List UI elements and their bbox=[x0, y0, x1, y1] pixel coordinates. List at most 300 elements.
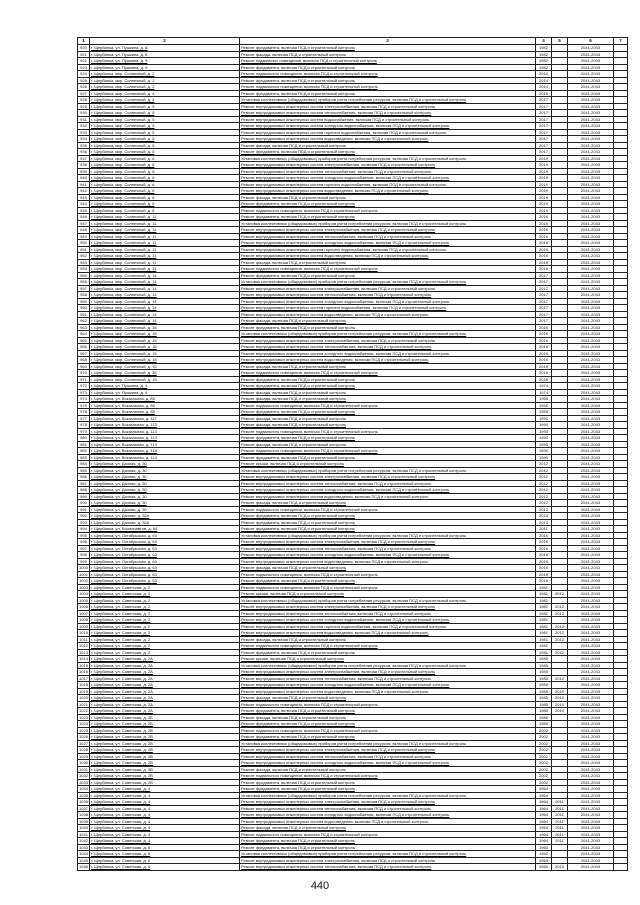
object-address-text: г. Щербинка, мкр. Солнечный, д. 14 bbox=[91, 311, 157, 317]
planned-period: 2041-2043 bbox=[568, 532, 614, 539]
work-type-text: Ремонт фундамента, включая ПСД и строительный контроль bbox=[241, 214, 355, 219]
year-last-repair: 2010 bbox=[552, 701, 568, 708]
work-type-text: Ремонт фундамента, включая ПСД и строительный контроль bbox=[241, 513, 355, 518]
work-type-text: Ремонт внутридомовых инженерных систем водоотведения, включая ПСД и строительный контроль bbox=[241, 818, 429, 824]
planned-period: 2041-2043 bbox=[568, 649, 614, 656]
planned-period: 2041-2043 bbox=[568, 415, 614, 422]
row-number: 972 bbox=[78, 383, 90, 390]
year-built: 1960 bbox=[536, 844, 552, 851]
planned-period: 2041-2043 bbox=[568, 363, 614, 370]
year-built: 1990 bbox=[536, 448, 552, 455]
object-address-text: г. Щербинка, ул. Дачная, д. 30 bbox=[91, 487, 147, 492]
work-type-text: Ремонт внутридомовых инженерных систем водоотведения, включая ПСД и строительный контроль bbox=[241, 188, 429, 193]
year-built: 1974 bbox=[536, 383, 552, 390]
work-type-text: Ремонт внутридомовых инженерных систем электроснабжения, включая ПСД и строительный контроль bbox=[241, 162, 436, 167]
object-address-text: г. Щербинка, ул. Вокзальная, д. 113 bbox=[91, 435, 157, 440]
row-number: 962 bbox=[78, 318, 90, 325]
object-address-text: г. Щербинка, ул. Советская, д. 2А bbox=[91, 701, 153, 707]
year-built: 2019 bbox=[536, 181, 552, 188]
planned-period: 2041-2043 bbox=[568, 760, 614, 767]
year-built: 2017 bbox=[536, 103, 552, 110]
year-built: 1964 bbox=[536, 799, 552, 806]
object-address-text: г. Щербинка, ул. Пушкина, д. 4 bbox=[91, 383, 148, 388]
object-address-text: г. Щербинка, мкр. Солнечный, д. 8 bbox=[91, 207, 155, 213]
row-number: 983 bbox=[78, 454, 90, 461]
object-address-text: г. Щербинка, мкр. Солнечный, д. 15 bbox=[91, 344, 157, 349]
planned-period: 2041-2043 bbox=[568, 662, 614, 669]
row-number: 922 bbox=[78, 58, 90, 65]
year-built: 2002 bbox=[536, 734, 552, 741]
object-address-text: г. Щербинка, ул. Советская, д. 2 bbox=[91, 591, 151, 596]
object-address-text: г. Щербинка, ул. Пушкина, д. 4 bbox=[91, 389, 148, 395]
year-built: 2016 bbox=[536, 357, 552, 364]
object-address-text: г. Щербинка, ул. Советская, д. 2А bbox=[91, 682, 153, 687]
work-type-text: Ремонт фасада, включая ПСД и строительный контроль bbox=[241, 389, 347, 395]
row-number: 1020 bbox=[79, 695, 88, 700]
object-address-text: г. Щербинка, мкр. Солнечный, д. 5 bbox=[91, 103, 155, 109]
year-built: 2019 bbox=[536, 194, 552, 201]
object-address-text: г. Щербинка, мкр. Солнечный, д. 14 bbox=[91, 298, 157, 304]
row-number: 926 bbox=[78, 84, 90, 91]
object-address-text: г. Щербинка, ул. Советская, д. 2В bbox=[91, 734, 153, 739]
planned-period: 2041-2043 bbox=[568, 539, 614, 546]
year-built: 2016 bbox=[536, 539, 552, 546]
year-built: 2002 bbox=[536, 747, 552, 754]
work-type-text: Ремонт внутридомовых инженерных систем холодного водоснабжения, включая ПСД и строительный контроль bbox=[241, 298, 450, 304]
work-type-text: Ремонт фасада, включая ПСД и строительный контроль bbox=[241, 422, 347, 427]
year-built: 2016 bbox=[536, 552, 552, 559]
year-built: 2016 bbox=[536, 565, 552, 572]
planned-period: 2041-2043 bbox=[568, 597, 614, 604]
object-address-text: г. Щербинка, ул. Дачная, д. 30 bbox=[91, 461, 147, 466]
work-type bbox=[240, 864, 536, 871]
year-built: 2017 bbox=[536, 142, 552, 149]
year-built: 2017 bbox=[536, 123, 552, 130]
year-built: 1982 bbox=[536, 58, 552, 65]
object-address-text: г. Щербинка, мкр. Солнечный, д. 15 bbox=[91, 337, 157, 343]
planned-period: 2041-2043 bbox=[568, 487, 614, 494]
planned-period: 2041-2043 bbox=[568, 136, 614, 143]
row-number: 974 bbox=[78, 396, 90, 403]
object-address-text: г. Щербинка, ул. Октябрьская, д. 63 bbox=[91, 578, 157, 583]
planned-period: 2041-2043 bbox=[568, 493, 614, 500]
planned-period: 2041-2043 bbox=[568, 818, 614, 825]
year-built: 2017 bbox=[536, 272, 552, 279]
year-built: 2016 bbox=[536, 233, 552, 240]
row-number: 958 bbox=[78, 292, 90, 299]
object-address-text: г. Щербинка, ул. Дачная, д. 32А bbox=[91, 513, 150, 518]
row-number: 950 bbox=[78, 240, 90, 247]
object-address-text: г. Щербинка, мкр. Солнечный, д. 5 bbox=[91, 110, 155, 115]
object-address-text: г. Щербинка, ул. Советская, д. 4 bbox=[91, 786, 151, 791]
row-number: 1031 bbox=[79, 766, 88, 772]
work-type-text: Ремонт фасада, включая ПСД и строительный контроль bbox=[241, 500, 347, 505]
row-number: 1021 bbox=[79, 701, 88, 707]
object-address-text: г. Щербинка, мкр. Солнечный, д. 11 bbox=[91, 253, 157, 258]
object-address-text: г. Щербинка, ул. Советская, д. 4 bbox=[91, 799, 151, 804]
year-built: 1990 bbox=[536, 454, 552, 461]
year-built: 2016 bbox=[536, 363, 552, 370]
row-number: 1036 bbox=[79, 799, 88, 804]
work-type-text: Ремонт внутридомовых инженерных систем теплоснабжения, включая ПСД и строительный контроль bbox=[241, 344, 432, 349]
work-type-text: Установка коллективных (общедомовых) приборов учета потребления ресурсов, включая ПСД и строительный контроль bbox=[241, 279, 467, 284]
planned-period: 2041-2043 bbox=[568, 623, 614, 630]
row-number: 1033 bbox=[79, 779, 88, 785]
object-address-text: г. Щербинка, ул. Советская, д. 2 bbox=[91, 617, 151, 622]
year-built: 2012 bbox=[536, 461, 552, 468]
object-address-text: г. Щербинка, мкр. Солнечный, д. 11 bbox=[91, 259, 157, 265]
work-type-text: Ремонт фасада, включая ПСД и строительный контроль bbox=[241, 363, 347, 369]
row-number: 954 bbox=[78, 266, 90, 273]
object-address-text: г. Щербинка, ул. Советская, д. 2В bbox=[91, 727, 153, 733]
work-type-text: Ремонт внутридомовых инженерных систем теплоснабжения, включая ПСД и строительный контроль bbox=[241, 675, 432, 681]
work-type-text: Ремонт фасада, включая ПСД и строительный контроль bbox=[241, 194, 347, 200]
object-address-text: г. Щербинка, мкр. Солнечный, д. 6 bbox=[91, 188, 155, 193]
work-type-text: Ремонт внутридомовых инженерных систем холодного водоснабжения, включая ПСД и строительный контроль bbox=[241, 682, 450, 687]
planned-period: 2041-2043 bbox=[568, 786, 614, 793]
work-type-text: Ремонт фундамента, включая ПСД и строительный контроль bbox=[241, 649, 355, 655]
planned-period: 2041-2043 bbox=[568, 422, 614, 429]
work-type-text: Установка коллективных (общедомовых) приборов учета потребления ресурсов, включая ПСД и строительный контроль bbox=[241, 467, 467, 473]
row-number: 957 bbox=[78, 285, 90, 292]
object-address-text: г. Щербинка, мкр. Солнечный, д. 11 bbox=[91, 214, 157, 219]
year-built: 2012 bbox=[536, 467, 552, 474]
year-built: 2016 bbox=[536, 259, 552, 266]
row-number: 1019 bbox=[79, 688, 88, 694]
work-type-text: Ремонт внутридомовых инженерных систем горячего водоснабжения, включая ПСД и строительный контроль bbox=[241, 129, 447, 135]
work-type-text: Ремонт фундамента, включая ПСД и строительный контроль bbox=[241, 383, 355, 388]
work-type-text: Ремонт внутридомовых инженерных систем водоотведения, включая ПСД и строительный контроль bbox=[241, 558, 429, 564]
object-address-text: г. Щербинка, мкр. Солнечный, д. 15 bbox=[91, 363, 157, 369]
row-number: 1046 bbox=[79, 864, 88, 869]
planned-period: 2041-2043 bbox=[568, 773, 614, 780]
planned-period: 2041-2043 bbox=[568, 669, 614, 676]
row-number: 1032 bbox=[79, 773, 88, 778]
work-type-text: Ремонт фундамента, включая ПСД и строительный контроль bbox=[241, 77, 355, 83]
work-type-text: Ремонт внутридомовых инженерных систем теплоснабжения, включая ПСД и строительный контроль bbox=[241, 545, 432, 551]
row-number: 963 bbox=[78, 324, 90, 331]
row-number: 942 bbox=[78, 188, 90, 195]
work-type-text: Ремонт внутридомовых инженерных систем холодного водоснабжения, включая ПСД и строительный контроль bbox=[241, 175, 450, 180]
planned-period: 2041-2043 bbox=[568, 675, 614, 682]
object-address-text: г. Щербинка, мкр. Солнечный, д. 6 bbox=[91, 162, 155, 167]
planned-period: 2041-2043 bbox=[568, 552, 614, 559]
row-number: 933 bbox=[78, 129, 90, 136]
year-built: 2019 bbox=[536, 188, 552, 195]
work-type-text: Ремонт фундамента, включая ПСД и строительный контроль bbox=[241, 779, 355, 785]
row-number: 1004 bbox=[79, 591, 88, 596]
work-type-text: Ремонт внутридомовых инженерных систем водоотведения, включая ПСД и строительный контроль bbox=[241, 311, 429, 317]
object-address-text: г. Щербинка, мкр. Солнечный, д. 15 bbox=[91, 376, 157, 382]
planned-period: 2041-2043 bbox=[568, 838, 614, 845]
page-number: 440 bbox=[310, 880, 330, 892]
object-address-text: г. Щербинка, ул. Советская, д. 2А bbox=[91, 669, 153, 674]
year-last-repair: 2012 bbox=[552, 591, 568, 598]
object-address-text: г. Щербинка, мкр. Солнечный, д. 5 bbox=[91, 123, 155, 128]
year-last-repair: 2012 bbox=[552, 636, 568, 643]
planned-period: 2041-2043 bbox=[568, 201, 614, 208]
planned-period: 2041-2043 bbox=[568, 116, 614, 123]
year-built: 1981 bbox=[536, 604, 552, 611]
object-address-text: г. Щербинка, ул. Советская, д. 2 bbox=[91, 610, 151, 616]
year-built: 2017 bbox=[536, 136, 552, 143]
year-built: 1964 bbox=[536, 792, 552, 799]
planned-period: 2041-2043 bbox=[568, 526, 614, 533]
year-built: 2002 bbox=[536, 727, 552, 734]
work-type-text: Ремонт внутридомовых инженерных систем водоотведения, включая ПСД и строительный контроль bbox=[241, 493, 429, 499]
work-type-text: Ремонт внутридомовых инженерных систем теплоснабжения, включая ПСД и строительный контроль bbox=[241, 110, 432, 115]
year-built: 1964 bbox=[536, 786, 552, 793]
row-number: 1034 bbox=[79, 786, 88, 791]
year-built: 2016 bbox=[536, 227, 552, 234]
row-number: 930 bbox=[78, 110, 90, 117]
year-built: 2016 bbox=[536, 370, 552, 377]
object-address-text: г. Щербинка, ул. Октябрьская, д. 63 bbox=[91, 539, 157, 544]
object-address-text: г. Щербинка, ул. Вокзальная, д. 85 bbox=[91, 396, 155, 401]
work-type-text: Ремонт фундамента, включая ПСД и строительный контроль bbox=[241, 786, 355, 791]
planned-period: 2041-2043 bbox=[568, 610, 614, 617]
year-built: 2016 bbox=[536, 266, 552, 273]
planned-period: 2041-2043 bbox=[568, 110, 614, 117]
row-number: 985 bbox=[78, 467, 90, 474]
year-built: 2002 bbox=[536, 740, 552, 747]
row-number: 1005 bbox=[79, 597, 88, 603]
planned-period: 2041-2043 bbox=[568, 90, 614, 97]
row-number: 970 bbox=[78, 370, 90, 377]
year-built: 1981 bbox=[536, 623, 552, 630]
row-number: 1027 bbox=[79, 740, 88, 746]
object-address-text: г. Щербинка, мкр. Солнечный, д. 11 bbox=[91, 240, 157, 245]
row-number: 946 bbox=[78, 214, 90, 221]
year-built: 1990 bbox=[536, 435, 552, 442]
row-number: 934 bbox=[78, 136, 90, 143]
planned-period: 2041-2043 bbox=[568, 831, 614, 838]
work-type-text: Ремонт внутридомовых инженерных систем холодного водоснабжения, включая ПСД и строительный контроль bbox=[241, 240, 450, 245]
work-type-text: Ремонт фасада, включая ПСД и строительный контроль bbox=[241, 766, 347, 772]
year-built: 2017 bbox=[536, 110, 552, 117]
year-built: 2016 bbox=[536, 337, 552, 344]
work-type-text: Ремонт крыши, включая ПСД и строительный контроль bbox=[241, 656, 345, 661]
year-last-repair: 2010 bbox=[552, 688, 568, 695]
year-built: 2019 bbox=[536, 162, 552, 169]
row-number: 964 bbox=[78, 331, 90, 338]
row-number: 977 bbox=[78, 415, 90, 422]
year-built: 2012 bbox=[536, 500, 552, 507]
row-number: 936 bbox=[78, 149, 90, 156]
year-built: 2016 bbox=[536, 214, 552, 221]
row-number: 932 bbox=[78, 123, 90, 130]
year-built: 2012 bbox=[536, 506, 552, 513]
work-type-text: Установка коллективных (общедомовых) приборов учета потребления ресурсов, включая ПСД и строительный контроль bbox=[241, 331, 467, 336]
work-type-text: Ремонт внутридомовых инженерных систем холодного водоснабжения, включая ПСД и строительный контроль bbox=[241, 552, 450, 557]
object-address-text: г. Щербинка, мкр. Солнечный, д. 15 bbox=[91, 357, 157, 362]
work-type-text: Установка коллективных (общедомовых) приборов учета потребления ресурсов, включая ПСД и строительный контроль bbox=[241, 97, 467, 102]
object-address-text: г. Щербинка, ул. Дачная, д. 30 bbox=[91, 467, 147, 473]
object-address-text: г. Щербинка, ул. Советская, д. 2В bbox=[91, 747, 153, 752]
row-number: 1042 bbox=[79, 838, 88, 843]
object-address-text: г. Щербинка, мкр. Солнечный, д. 15 bbox=[91, 350, 157, 356]
year-built: 1964 bbox=[536, 805, 552, 812]
planned-period: 2041-2043 bbox=[568, 682, 614, 689]
year-built: 2016 bbox=[536, 240, 552, 247]
year-built: 2019 bbox=[536, 175, 552, 182]
work-type-text: Установка коллективных (общедомовых) приборов учета потребления ресурсов, включая ПСД и строительный контроль bbox=[241, 792, 467, 798]
work-type-text: Ремонт подвального помещения, включая ПСД и строительный контроль bbox=[241, 448, 378, 453]
planned-period: 2041-2043 bbox=[568, 214, 614, 221]
row-number: 928 bbox=[78, 97, 90, 104]
year-built: 2014 bbox=[536, 77, 552, 84]
year-built: 2012 bbox=[536, 487, 552, 494]
planned-period: 2041-2043 bbox=[568, 747, 614, 754]
row-number: 975 bbox=[78, 402, 90, 409]
row-number: 982 bbox=[78, 448, 90, 455]
planned-period: 2041-2043 bbox=[568, 734, 614, 741]
row-number: 995 bbox=[78, 532, 90, 539]
column-header: 7 bbox=[614, 38, 628, 45]
object-address bbox=[90, 864, 240, 871]
work-type-text: Ремонт фундамента, включая ПСД и строительный контроль bbox=[241, 149, 355, 154]
object-address-text: г. Щербинка, мкр. Солнечный, д. 15 bbox=[91, 370, 157, 375]
row-number: 956 bbox=[78, 279, 90, 286]
work-type-text: Ремонт фасада, включая ПСД и строительный контроль bbox=[241, 142, 347, 148]
object-address-text: г. Щербинка, ул. Дачная, д. 30 bbox=[91, 500, 147, 505]
object-address-text: г. Щербинка, мкр. Солнечный, д. 6 bbox=[91, 155, 155, 161]
year-built: 1990 bbox=[536, 415, 552, 422]
row-number: 1008 bbox=[79, 617, 88, 622]
year-last-repair: 2012 bbox=[552, 630, 568, 637]
year-built: 1964 bbox=[536, 838, 552, 845]
planned-period: 2041-2043 bbox=[568, 448, 614, 455]
year-built: 2011 bbox=[536, 526, 552, 533]
row-number: 1025 bbox=[79, 727, 88, 733]
row-number: 971 bbox=[78, 376, 90, 383]
planned-period: 2041-2043 bbox=[568, 857, 614, 864]
object-address-text: г. Щербинка, ул. Советская, д. 2 bbox=[91, 630, 151, 635]
row-number: 1026 bbox=[79, 734, 88, 739]
planned-period: 2041-2043 bbox=[568, 142, 614, 149]
row-number: 1018 bbox=[79, 682, 88, 687]
row-number: 947 bbox=[78, 220, 90, 227]
row-number: 1040 bbox=[79, 825, 88, 830]
object-address-text: г. Щербинка, ул. Вокзальная, д. 117 bbox=[91, 415, 157, 421]
object-address-text: г. Щербинка, ул. Советская, д. 2В bbox=[91, 779, 153, 785]
planned-period: 2041-2043 bbox=[568, 753, 614, 760]
row-number: 968 bbox=[78, 357, 90, 364]
object-address-text: г. Щербинка, ул. Советская, д. 2А bbox=[91, 656, 153, 661]
planned-period: 2041-2043 bbox=[568, 688, 614, 695]
table-row bbox=[78, 864, 628, 871]
planned-period: 2041-2043 bbox=[568, 506, 614, 513]
row-number: 925 bbox=[78, 77, 90, 84]
year-built: 1981 bbox=[536, 591, 552, 598]
year-built: 1964 bbox=[536, 812, 552, 819]
row-number: 1014 bbox=[79, 656, 88, 661]
object-address-text: г. Щербинка, ул. Октябрьская, д. 63 bbox=[91, 532, 157, 538]
object-address-text: г. Щербинка, ул. Советская, д. 4 bbox=[91, 831, 151, 837]
object-address-text: г. Щербинка, мкр. Солнечный, д. 2 bbox=[91, 71, 155, 76]
year-built: 1985 bbox=[536, 656, 552, 663]
object-address-text: г. Щербинка, мкр. Солнечный, д. 14 bbox=[91, 279, 157, 284]
year-built: 2016 bbox=[536, 220, 552, 227]
year-built: 1985 bbox=[536, 695, 552, 702]
planned-period: 2041-2043 bbox=[568, 721, 614, 728]
work-type-text: Ремонт внутридомовых инженерных систем теплоснабжения, включая ПСД и строительный контроль bbox=[241, 480, 432, 486]
year-last-repair: 2012 bbox=[552, 604, 568, 611]
planned-period: 2041-2043 bbox=[568, 259, 614, 266]
planned-period: 2041-2043 bbox=[568, 805, 614, 812]
row-number: 1022 bbox=[79, 708, 88, 713]
planned-period: 2041-2043 bbox=[568, 825, 614, 832]
year-built: 2019 bbox=[536, 155, 552, 162]
year-built: 1985 bbox=[536, 675, 552, 682]
planned-period: 2041-2043 bbox=[568, 441, 614, 448]
row-number: 969 bbox=[78, 363, 90, 370]
work-type-text: Ремонт внутридомовых инженерных систем электроснабжения, включая ПСД и строительный контроль bbox=[241, 227, 436, 232]
row-number: 984 bbox=[78, 461, 90, 468]
work-type-text: Ремонт подвального помещения, включая ПСД и строительный контроль bbox=[241, 727, 378, 733]
work-type-text: Ремонт внутридомовых инженерных систем холодного водоснабжения, включая ПСД и строительный контроль bbox=[241, 350, 450, 356]
planned-period: 2041-2043 bbox=[568, 123, 614, 130]
planned-period: 2041-2043 bbox=[568, 129, 614, 136]
work-type-text: Установка коллективных (общедомовых) приборов учета потребления ресурсов, включая ПСД и строительный контроль bbox=[241, 220, 467, 226]
row-number: 1010 bbox=[79, 630, 88, 635]
object-address-text: г. Щербинка, ул. Советская, д. 2А bbox=[91, 662, 153, 668]
planned-period: 2041-2043 bbox=[568, 194, 614, 201]
planned-period: 2041-2043 bbox=[568, 578, 614, 585]
planned-period: 2041-2043 bbox=[568, 435, 614, 442]
row-number: 991 bbox=[78, 506, 90, 513]
row-number: 1013 bbox=[79, 649, 88, 655]
planned-period: 2041-2043 bbox=[568, 162, 614, 169]
object-address-text: г. Щербинка, мкр. Солнечный, д. 14 bbox=[91, 318, 157, 323]
object-address-text: г. Щербинка, мкр. Солнечный, д. 14 bbox=[91, 292, 157, 297]
work-type-text: Установка коллективных (общедомовых) приборов учета потребления ресурсов, включая ПСД и строительный контроль bbox=[241, 155, 467, 161]
object-address-text: г. Щербинка, мкр. Солнечный, д. 11 bbox=[91, 220, 157, 226]
year-last-repair: 2012 bbox=[552, 610, 568, 617]
row-number: 1011 bbox=[79, 636, 88, 642]
row-number: 1044 bbox=[79, 851, 88, 856]
object-address-text: г. Щербинка, мкр. Солнечный, д. 14 bbox=[91, 272, 157, 278]
row-number: 1009 bbox=[79, 623, 88, 629]
row-number: 940 bbox=[78, 175, 90, 182]
object-address-text: г. Щербинка, ул. Вокзальная, д. 85 bbox=[91, 409, 155, 414]
planned-period: 2041-2043 bbox=[568, 324, 614, 331]
planned-period: 2041-2043 bbox=[568, 168, 614, 175]
work-type-text: Ремонт фундамента, включая ПСД и строительный контроль bbox=[241, 844, 355, 850]
work-type-text: Ремонт фасада, включая ПСД и строительный контроль bbox=[241, 636, 347, 642]
planned-period: 2041-2043 bbox=[568, 656, 614, 663]
work-type-text: Ремонт внутридомовых инженерных систем теплоснабжения, включая ПСД и строительный контроль bbox=[241, 864, 432, 869]
year-built: 1981 bbox=[536, 649, 552, 656]
year-built: 2017 bbox=[536, 285, 552, 292]
planned-period: 2041-2043 bbox=[568, 149, 614, 156]
row-number: 955 bbox=[78, 272, 90, 279]
planned-period: 2041-2043 bbox=[568, 318, 614, 325]
planned-period: 2041-2043 bbox=[568, 175, 614, 182]
planned-period: 2041-2043 bbox=[568, 643, 614, 650]
work-type-text: Установка коллективных (общедомовых) приборов учета потребления ресурсов, включая ПСД и строительный контроль bbox=[241, 851, 467, 856]
object-address-text: г. Щербинка, ул. Советская, д. 4 bbox=[91, 812, 151, 817]
year-built: 1985 bbox=[536, 682, 552, 689]
row-number: 981 bbox=[78, 441, 90, 448]
row-number: 1016 bbox=[79, 669, 88, 674]
object-address-text: г. Щербинка, мкр. Солнечный, д. 14 bbox=[91, 305, 157, 310]
object-address-text: г. Щербинка, мкр. Солнечный, д. 6 bbox=[91, 194, 155, 200]
object-address-text: г. Щербинка, ул. Пушкина, д. 8 bbox=[91, 45, 148, 50]
column-header: 2 bbox=[90, 38, 240, 45]
planned-period: 2041-2043 bbox=[568, 292, 614, 299]
row-number: 965 bbox=[78, 337, 90, 344]
